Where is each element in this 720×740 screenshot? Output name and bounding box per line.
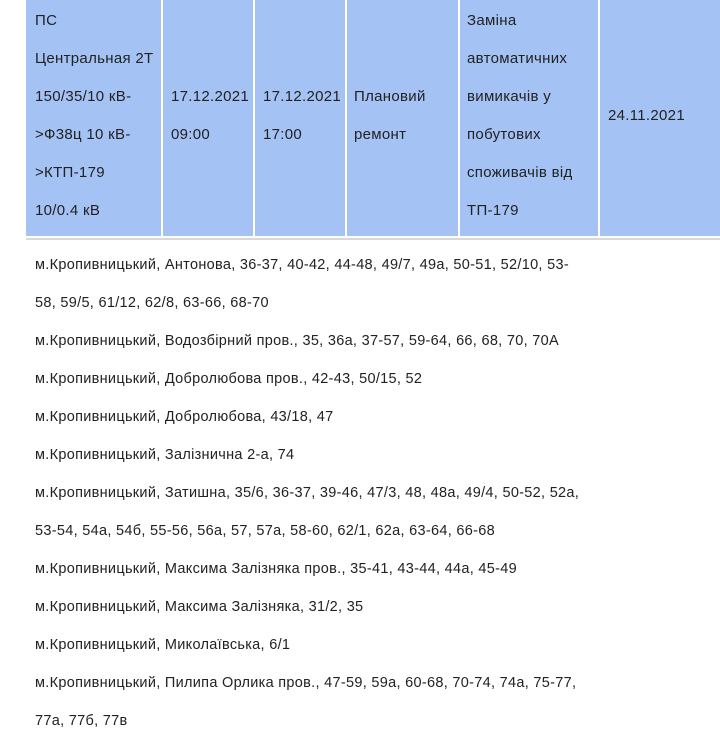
- address-item: [35, 588, 635, 626]
- end-date: 17.12.2021: [263, 88, 342, 105]
- address-item: [35, 474, 635, 550]
- reason-line: вимикачів у: [467, 88, 552, 105]
- object-line: ПС: [35, 12, 58, 29]
- type-line: ремонт: [354, 126, 407, 143]
- type-line: Плановий: [354, 88, 426, 105]
- address-list: [35, 246, 635, 740]
- address-line: м.Кропивницький, Антонова, 36-37, 40-42, 44-48, 49/7, 49а, 50-51, 52/10, 53-: [35, 257, 569, 273]
- address-item: [35, 436, 635, 474]
- notice-date-cell: [598, 0, 720, 236]
- address-line: 53-54, 54а, 54б, 55-56, 56а, 57, 57а, 58-60, 62/1, 62а, 63-64, 66-68: [35, 523, 496, 539]
- address-line: 77а, 77б, 77в: [35, 713, 128, 729]
- address-line: м.Кропивницький, Миколаївська, 6/1: [35, 637, 291, 653]
- end-time: 17:00: [263, 126, 303, 143]
- object-line: 10/0.4 кВ: [35, 202, 101, 219]
- address-line: м.Кропивницький, Залізнична 2-а, 74: [35, 447, 295, 463]
- outage-row: [26, 0, 720, 240]
- address-line: м.Кропивницький, Пилипа Орлика пров., 47-59, 59а, 60-68, 70-74, 74а, 75-77,: [35, 675, 577, 691]
- reason-line: автоматичних: [467, 50, 568, 67]
- end-cell: [253, 0, 345, 236]
- address-line: м.Кропивницький, Водозбірний пров., 35, 36а, 37-57, 59-64, 66, 68, 70, 70А: [35, 333, 559, 349]
- reason-line: споживачів від: [467, 164, 573, 181]
- start-time: 09:00: [171, 126, 211, 143]
- address-line: 58, 59/5, 61/12, 62/8, 63-66, 68-70: [35, 295, 269, 311]
- reason-line: побутових: [467, 126, 541, 143]
- start-cell: [161, 0, 253, 236]
- reason-line: Заміна: [467, 12, 517, 29]
- start-date: 17.12.2021: [171, 88, 250, 105]
- address-item: [35, 626, 635, 664]
- notice-date: 24.11.2021: [608, 107, 685, 124]
- address-line: м.Кропивницький, Затишна, 35/6, 36-37, 39-46, 47/3, 48, 48а, 49/4, 50-52, 52а,: [35, 485, 580, 501]
- type-cell: [345, 0, 458, 236]
- address-line: м.Кропивницький, Добролюбова пров., 42-43, 50/15, 52: [35, 371, 423, 387]
- address-line: м.Кропивницький, Максима Залізняка, 31/2, 35: [35, 599, 364, 615]
- object-line: >Ф38ц 10 кВ-: [35, 126, 131, 143]
- object-cell: [26, 0, 161, 236]
- address-item: [35, 322, 635, 360]
- address-item: [35, 246, 635, 322]
- address-line: м.Кропивницький, Максима Залізняка пров., 35-41, 43-44, 44а, 45-49: [35, 561, 517, 577]
- address-item: [35, 360, 635, 398]
- object-line: 150/35/10 кВ-: [35, 88, 132, 105]
- address-item: [35, 664, 635, 740]
- address-item: [35, 550, 635, 588]
- reason-line: ТП-179: [467, 202, 519, 219]
- object-line: Центральная 2Т: [35, 50, 154, 67]
- reason-cell: [458, 0, 598, 236]
- address-line: м.Кропивницький, Добролюбова, 43/18, 47: [35, 409, 334, 425]
- address-item: [35, 398, 635, 436]
- object-line: >КТП-179: [35, 164, 105, 181]
